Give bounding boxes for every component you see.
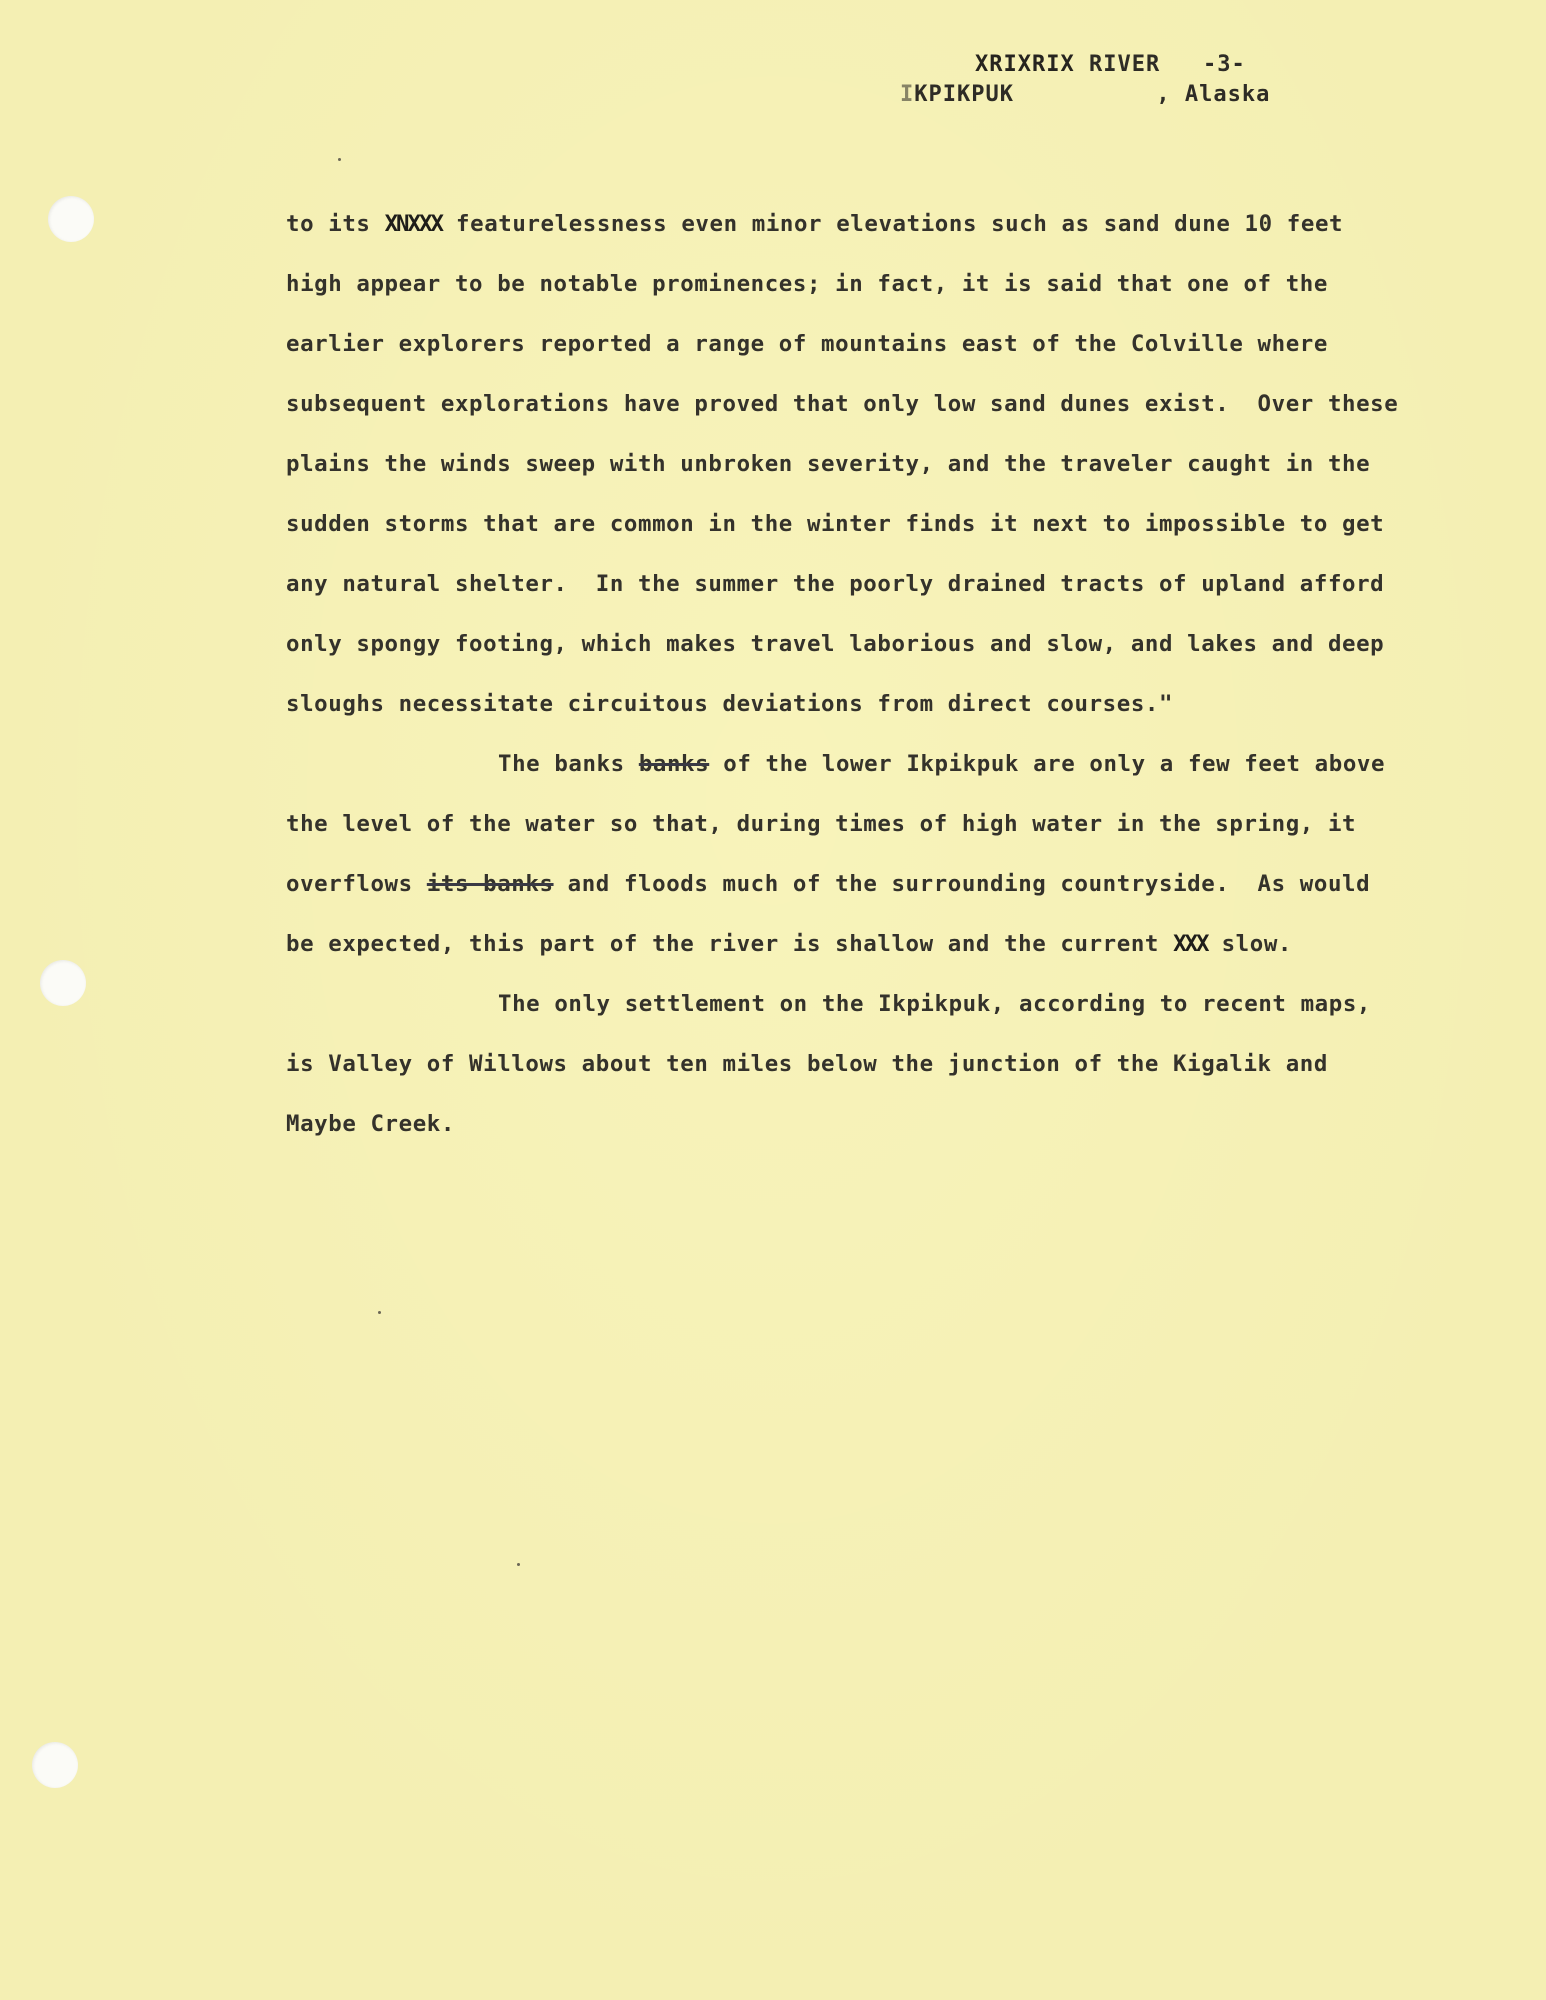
text-run: The banks [498,751,639,777]
header-location-line [900,82,1270,107]
header-river-line [975,52,1246,77]
punch-hole [40,960,86,1006]
text-line [286,734,1486,794]
text-line [286,194,1486,254]
header-river-label: RIVER [1088,52,1161,77]
struck-out-text: XRIXRIX [975,52,1075,77]
text-line: The only settlement on the Ikpikpuk, according to recent maps, [498,991,1371,1017]
struck-out-text: banks [638,751,710,777]
paragraph-3 [286,974,1486,1154]
text-line: high appear to be notable prominences; in fact, it is said that one of the [286,271,1328,297]
text-run: overflows [286,871,427,897]
text-line: is Valley of Willows about ten miles below the junction of the Kigalik and [286,1051,1328,1077]
paragraph-1 [286,194,1486,734]
text-line [286,854,1486,914]
text-run: featurelessness even minor elevations such as sand dune 10 feet [441,211,1344,237]
text-line: plains the winds sweep with unbroken severity, and the traveler caught in the [286,451,1371,477]
header-river-name: KPIKPUK [914,82,1014,107]
text-run: be expected, this part of the river is shallow and the current [286,931,1174,957]
text-line: any natural shelter. In the summer the poorly drained tracts of upland afford [286,571,1385,597]
text-run: slow. [1207,931,1292,957]
struck-out-text: its banks [426,871,554,897]
header-state: , Alaska [1156,82,1271,107]
header-river-initial: I [900,82,915,107]
document-body [286,194,1486,1154]
paragraph-2 [286,734,1486,974]
text-line: earlier explorers reported a range of mountains east of the Colville where [286,331,1328,357]
page-number: -3- [1202,52,1246,77]
text-line: subsequent explorations have proved that only low sand dunes exist. Over these [286,391,1399,417]
punch-hole [32,1742,78,1788]
text-line: Maybe Creek. [286,1111,455,1137]
punch-hole [48,196,94,242]
paper-speck [517,1563,520,1566]
text-line: sudden storms that are common in the winter finds it next to impossible to get [286,511,1385,537]
struck-out-text: XNXXX [384,211,442,237]
text-run: to its [286,211,385,237]
struck-out-text: XXX [1173,931,1208,957]
text-line: the level of the water so that, during times of high water in the spring, it [286,811,1357,837]
text-line: sloughs necessitate circuitous deviations from direct courses." [286,691,1174,717]
text-run: and floods much of the surrounding countryside. As would [553,871,1371,897]
paper-speck [338,158,341,161]
text-line: only spongy footing, which makes travel laborious and slow, and lakes and deep [286,631,1385,657]
text-run: of the lower Ikpikpuk are only a few feet above [709,751,1386,777]
paper-speck [378,1311,381,1314]
text-line [286,914,1486,974]
